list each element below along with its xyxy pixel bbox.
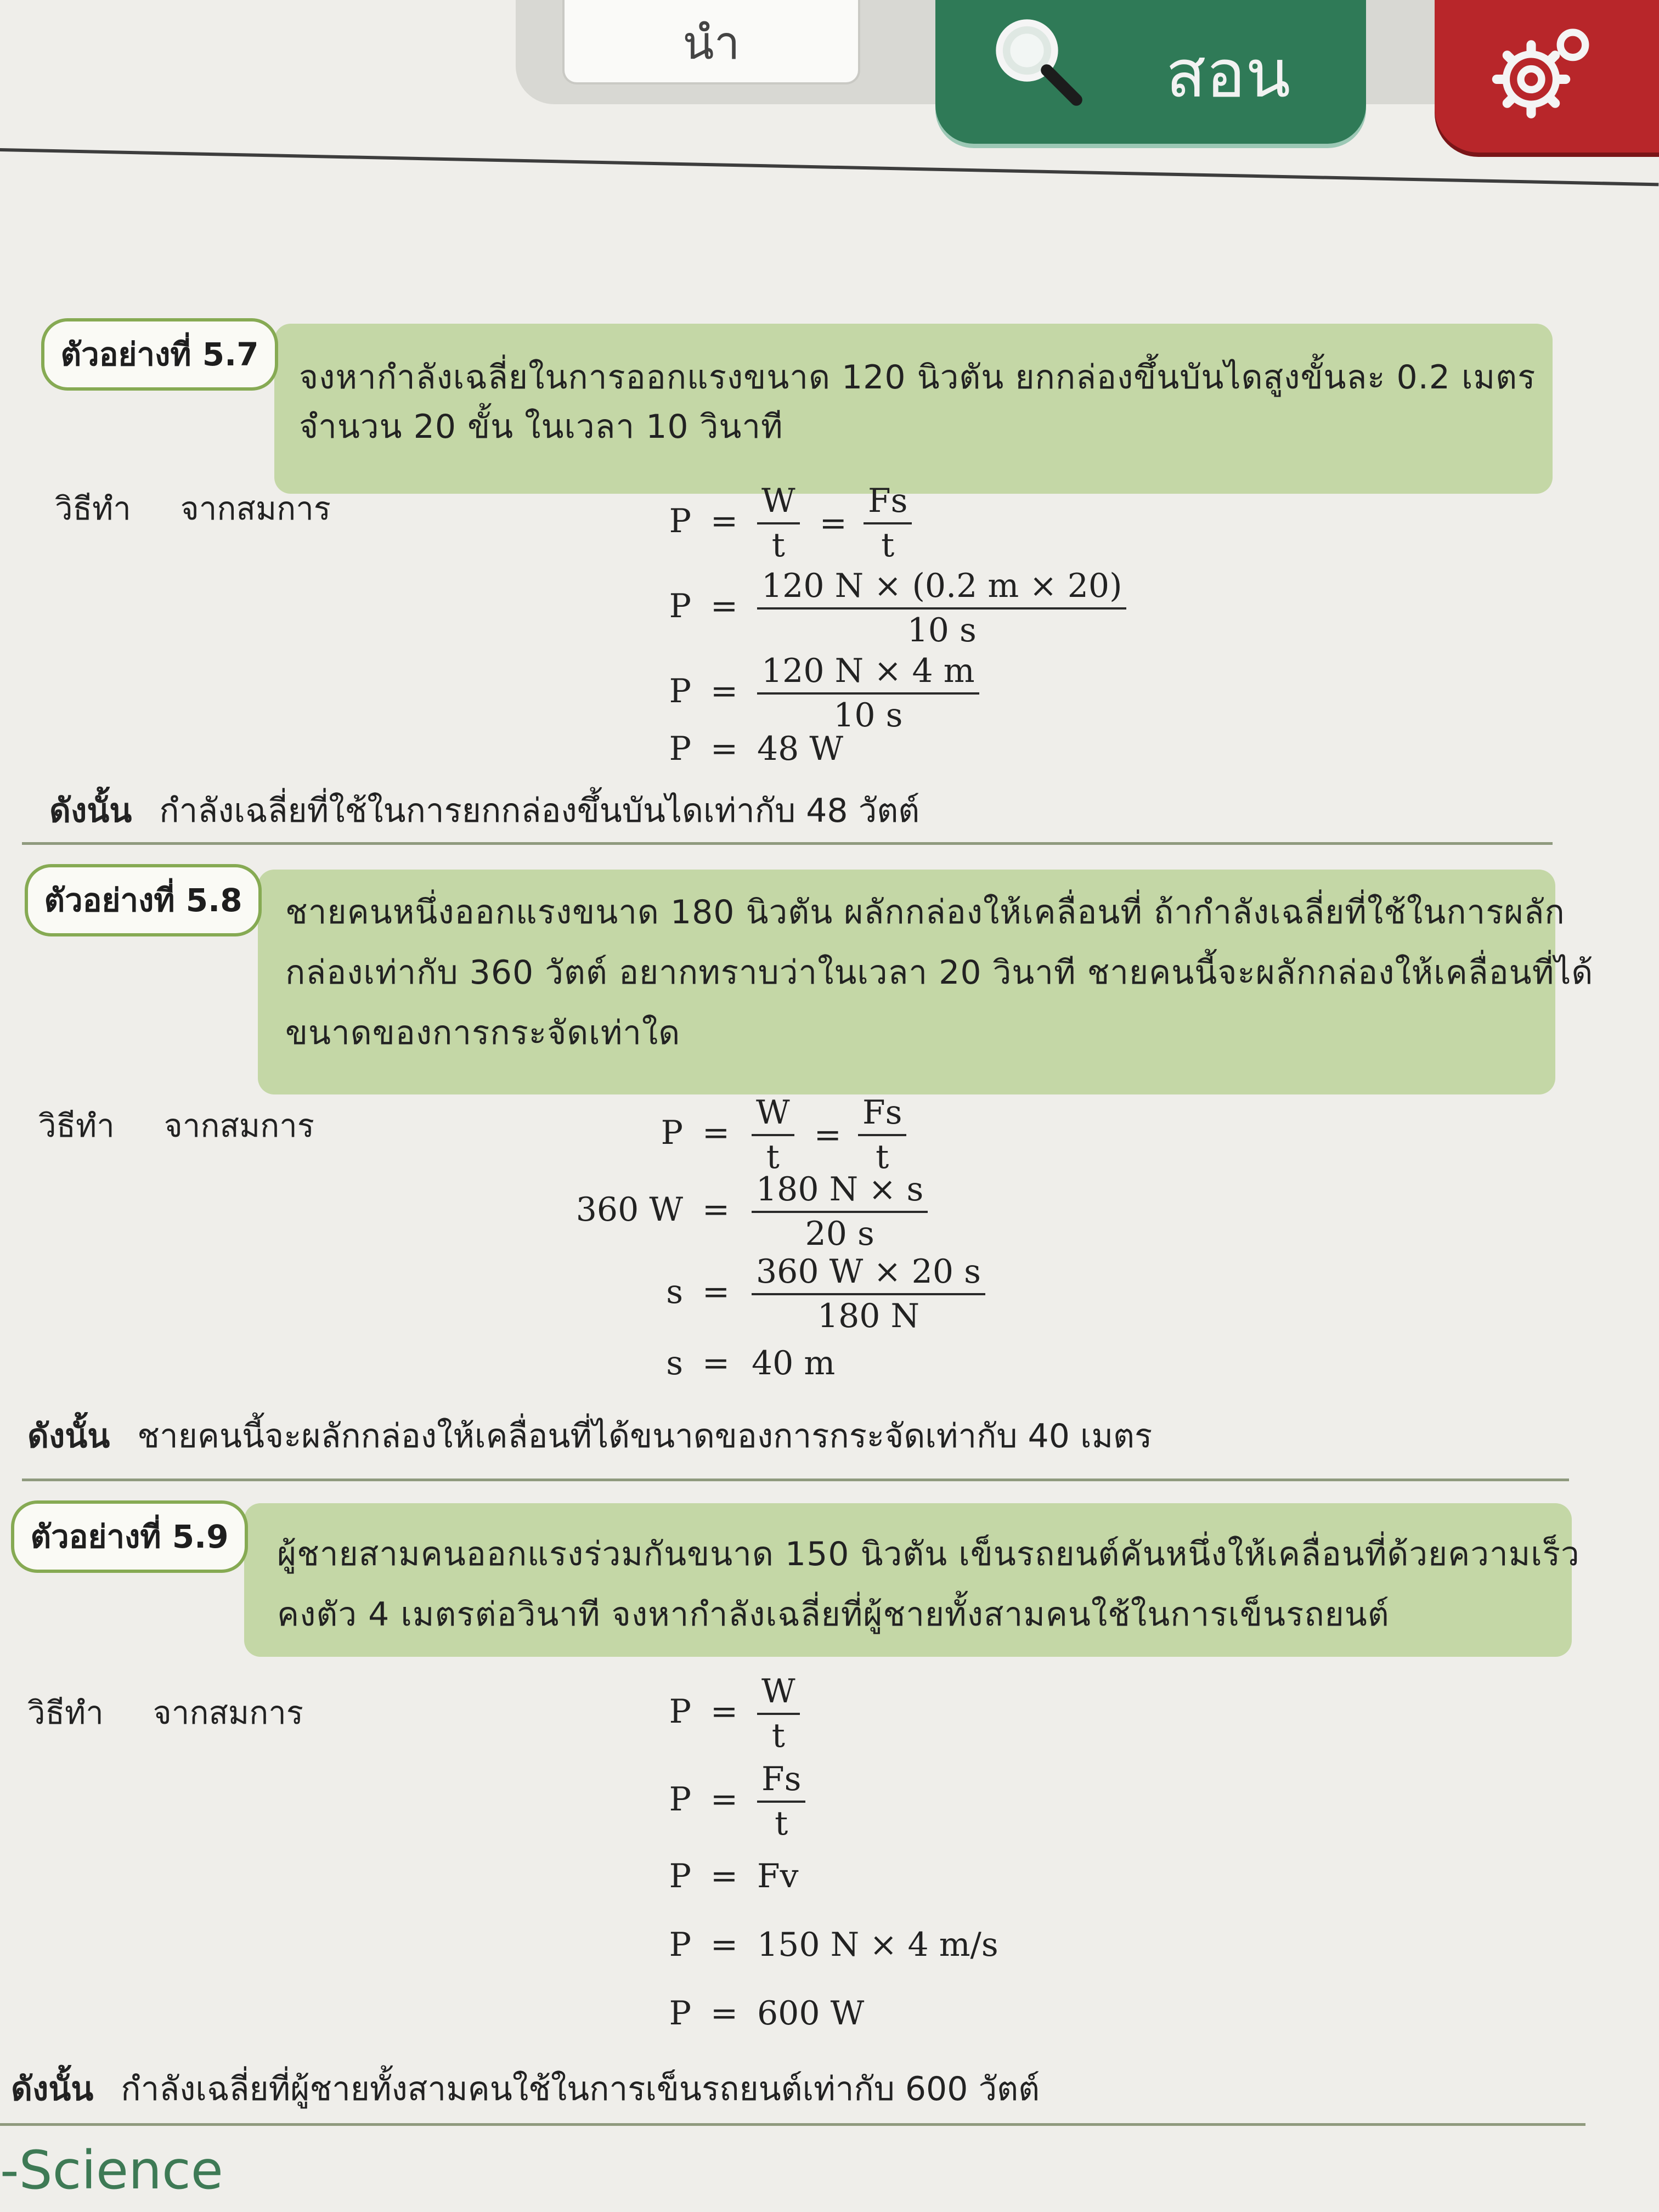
- fraction: $\frac{W}{t}$: [752, 1094, 794, 1176]
- equation-rhs: [757, 1758, 820, 1841]
- method-label: [38, 1100, 314, 1151]
- conclusion-text: ชายคนนี้จะผลักกล่องให้เคลื่อนที่ได้ขนาดของการกระจัดเท่ากับ 40 เมตร: [137, 1417, 1153, 1455]
- conclusion: [27, 1410, 1152, 1462]
- equals-sign: =: [702, 1190, 730, 1229]
- question-line: กล่องเท่ากับ 360 วัตต์ อยากทราบว่าในเวลา 20 วินาที ชายคนนี้จะผลักกล่องให้เคลื่อนที่ได้: [285, 953, 1594, 992]
- method-label: [27, 1687, 303, 1738]
- fraction: $\frac{Fs}{t}$: [757, 1760, 805, 1843]
- method-title: วิธีทำ: [27, 1694, 104, 1731]
- equation-rhs: 600 W: [757, 1994, 865, 2033]
- equals-sign: =: [710, 1857, 738, 1895]
- from-equation: จากสมการ: [180, 490, 331, 527]
- fraction: $\frac{Fs}{t}$: [858, 1094, 906, 1176]
- equals-sign: =: [702, 1114, 730, 1152]
- question-line: จำนวน 20 ขั้น ในเวลา 10 วินาที: [299, 408, 783, 446]
- equation-lhs: P: [669, 1857, 691, 1895]
- conclusion-text: กำลังเฉลี่ยที่ใช้ในการยกกล่องขึ้นบันไดเท่ากับ 48 วัตต์: [159, 792, 920, 830]
- fraction: $\frac{120 N \times (0.2 m \times 20)}{10 s}$: [757, 567, 1126, 650]
- equation-rhs: [757, 565, 1141, 650]
- equals-sign: =: [710, 1780, 738, 1819]
- question-line: ผู้ชายสามคนออกแรงร่วมกันขนาด 150 นิวตัน เข็นรถยนต์คันหนึ่งให้เคลื่อนที่ด้วยความเร็ว: [277, 1535, 1580, 1573]
- equation-rhs: 48 W: [757, 730, 844, 768]
- conclusion: [49, 785, 919, 837]
- equation-lhs: P: [669, 730, 691, 768]
- equals-sign: =: [710, 672, 738, 710]
- from-equation: จากสมการ: [153, 1694, 303, 1731]
- fraction: $\frac{360 W \times 20 s}{180 N}$: [752, 1253, 985, 1335]
- equation-rhs: Fv: [757, 1857, 799, 1895]
- section-divider: [0, 2123, 1585, 2126]
- so-label: ดังนั้น: [49, 792, 132, 830]
- search-button[interactable]: [935, 0, 1366, 144]
- conclusion: [11, 2063, 1040, 2115]
- question-line: จงหากำลังเฉลี่ยในการออกแรงขนาด 120 นิวตัน ยกกล่องขึ้นบันไดสูงขั้นละ 0.2 เมตร: [299, 358, 1536, 397]
- method-label: [55, 483, 331, 534]
- example-tag: ตัวอย่างที่ 5.7: [41, 318, 278, 391]
- so-label: ดังนั้น: [27, 1417, 110, 1455]
- equation-lhs: P: [669, 1994, 691, 2033]
- equals-sign: =: [702, 1344, 730, 1383]
- equation-lhs: s: [666, 1273, 683, 1311]
- equation-lhs: P: [661, 1114, 683, 1152]
- equation-rhs: 150 N × 4 m/s: [757, 1926, 998, 1964]
- footer-marker: -: [0, 2140, 19, 2201]
- equals-sign: =: [710, 502, 738, 540]
- footer-label: Science: [19, 2140, 223, 2201]
- equals-sign: =: [710, 587, 738, 625]
- footer-brand: [0, 2140, 223, 2201]
- conclusion-text: กำลังเฉลี่ยที่ผู้ชายทั้งสามคนใช้ในการเข็นรถยนต์เท่ากับ 600 วัตต์: [121, 2070, 1040, 2108]
- search-button-label: สอน: [1166, 36, 1291, 112]
- so-label: ดังนั้น: [11, 2070, 94, 2108]
- header-divider: [0, 148, 1658, 186]
- equation-lhs: s: [666, 1344, 683, 1383]
- section-divider: [22, 842, 1553, 845]
- equation-lhs: 360 W: [575, 1190, 683, 1229]
- search-input-value: นำ: [682, 16, 740, 70]
- question-line: ขนาดของการกระจัดเท่าใด: [285, 1014, 681, 1052]
- equation-rhs: 40 m: [752, 1344, 836, 1383]
- from-equation: จากสมการ: [163, 1107, 314, 1144]
- fraction: $\frac{W}{t}$: [757, 482, 800, 565]
- method-title: วิธีทำ: [38, 1107, 115, 1144]
- equals-sign: =: [710, 1994, 738, 2033]
- equation-lhs: P: [669, 1780, 691, 1819]
- equals-sign: =: [702, 1273, 730, 1311]
- settings-button[interactable]: [1435, 0, 1659, 153]
- gear-icon: [1484, 22, 1599, 126]
- equals-sign: =: [710, 1926, 738, 1964]
- equals-sign: =: [710, 1692, 738, 1731]
- section-divider: [22, 1479, 1569, 1481]
- equation-lhs: P: [669, 587, 691, 625]
- equation-rhs: [752, 1169, 942, 1254]
- equation-lhs: P: [669, 502, 691, 540]
- magnifier-icon: [988, 11, 1086, 110]
- question-line: คงตัว 4 เมตรต่อวินาที จงหากำลังเฉลี่ยที่ผู้ชายทั้งสามคนใช้ในการเข็นรถยนต์: [277, 1595, 1390, 1634]
- example-tag: ตัวอย่างที่ 5.9: [11, 1500, 248, 1573]
- method-title: วิธีทำ: [55, 490, 131, 527]
- equation-rhs: $\frac{W}{t}$ = $\frac{Fs}{t}$: [757, 480, 926, 562]
- search-input[interactable]: [562, 0, 860, 84]
- fraction: $\frac{180 N \times s}{20 s}$: [752, 1171, 928, 1253]
- equation-lhs: P: [669, 1926, 691, 1964]
- equation-lhs: P: [669, 672, 691, 710]
- fraction: $\frac{W}{t}$: [757, 1673, 800, 1755]
- equals-sign: =: [710, 730, 738, 768]
- fraction: $\frac{120 N \times 4 m}{10 s}$: [757, 652, 979, 735]
- question-line: ชายคนหนึ่งออกแรงขนาด 180 นิวตัน ผลักกล่องให้เคลื่อนที่ ถ้ากำลังเฉลี่ยที่ใช้ในการผลัก: [285, 893, 1565, 932]
- example-tag: ตัวอย่างที่ 5.8: [25, 864, 262, 936]
- equation-rhs: [752, 1251, 1000, 1336]
- fraction: $\frac{Fs}{t}$: [864, 482, 912, 565]
- equation-rhs: $\frac{W}{t}$ = $\frac{Fs}{t}$: [752, 1092, 921, 1174]
- equation-lhs: P: [669, 1692, 691, 1731]
- equation-rhs: [757, 1671, 814, 1756]
